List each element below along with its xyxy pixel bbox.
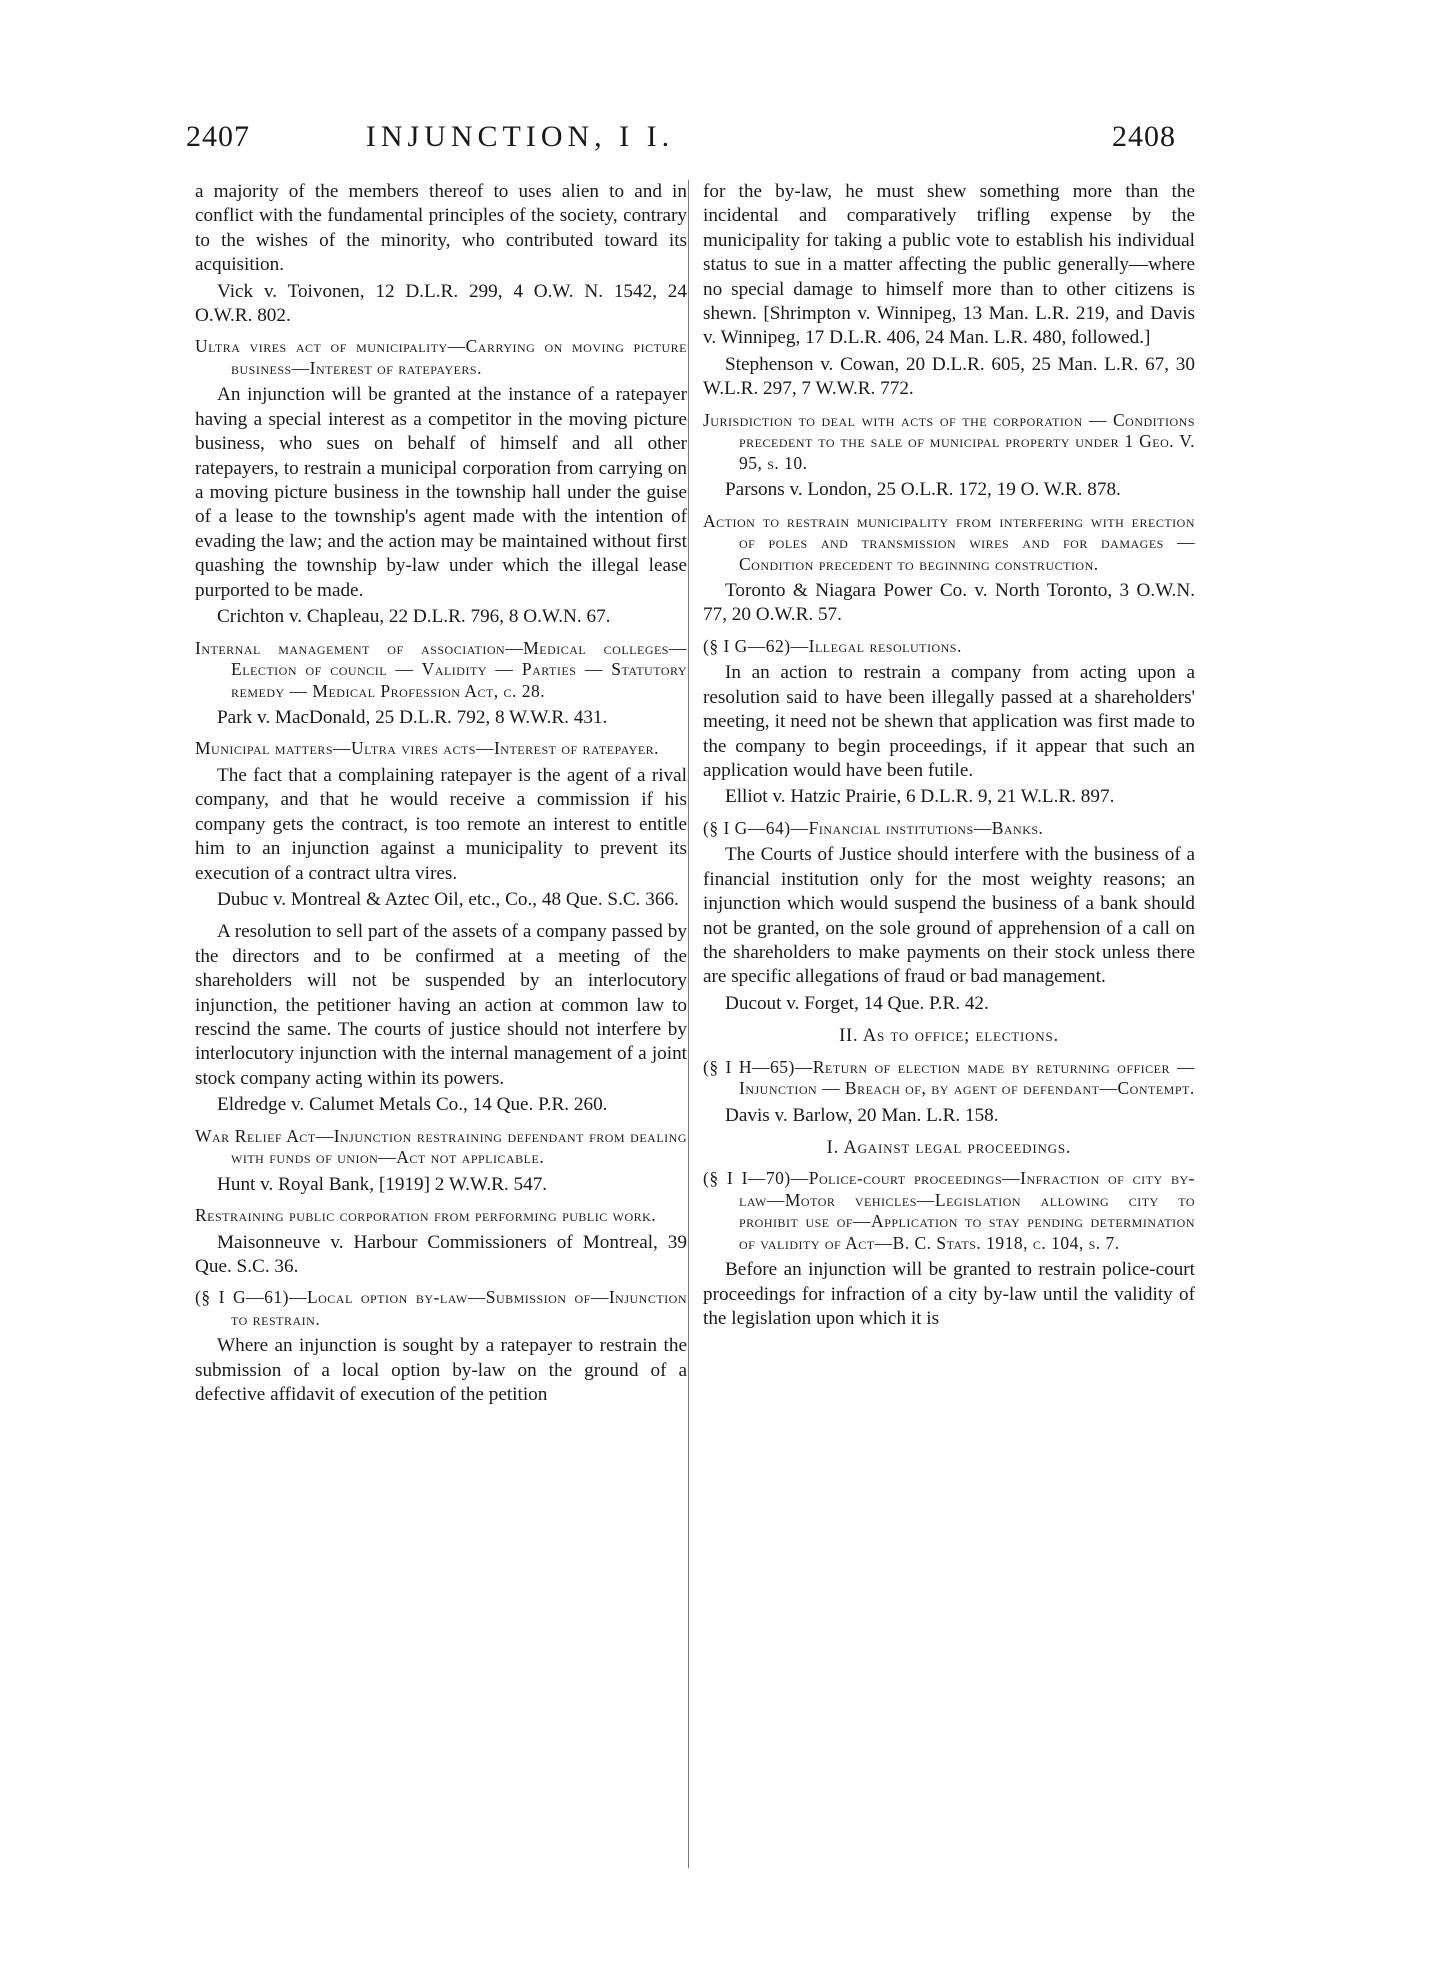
case-citation: Elliot v. Hatzic Prairie, 6 D.L.R. 9, 21 W.L.R. 897. <box>725 786 1115 808</box>
case-citation: Davis v. Barlow, 20 Man. L.R. 158. <box>725 1104 999 1126</box>
column-divider <box>688 180 689 1868</box>
paragraph: An injunction will be granted at the instance of a ratepayer having a special interest as a competitor in the moving picture business, who sues on behalf of himself and all other ratepayers, to restrain a municipal corporation from carrying on a moving picture business in the township hall under the guise of a lease to the township's agent made with the intention of evading the law; and the action may be maintained without first quashing the township by-law under which the illegal lease purported to be made. <box>195 384 687 601</box>
case-citation: Hunt v. Royal Bank, [1919] 2 W.W.R. 547. <box>217 1173 548 1195</box>
topic-heading: (§ I G—62)—Illegal resolutions. <box>703 635 962 656</box>
right-page-number: 2408 <box>1112 120 1176 153</box>
case-citation: Park v. MacDonald, 25 D.L.R. 792, 8 W.W.R. 431. <box>217 707 608 728</box>
case-citation: Crichton v. Chapleau, 22 D.L.R. 796, 8 O.W.N. 67. <box>217 606 611 628</box>
case-citation: Ducout v. Forget, 14 Que. P.R. 42. <box>725 992 989 1014</box>
left-page-number: 2407 <box>186 120 250 153</box>
case-citation: Dubuc v. Montreal & Aztec Oil, etc., Co., 48 Que. S.C. 366. <box>217 888 679 910</box>
topic-heading: Ultra vires act of municipality—Carrying on moving picture business—Interest of ratepayers. <box>195 336 687 378</box>
topic-heading: (§ I I—70)—Police-court proceedings—Infraction of city by-law—Motor vehicles—Legislation allowing city to prohibit use of—Application to stay pending determination of validity of Act—B. C. Stats. 1918, c. 104, s. 7. <box>703 1168 1195 1253</box>
case-citation: Parsons v. London, 25 O.L.R. 172, 19 O. W.R. 878. <box>725 479 1121 501</box>
paragraph: for the by-law, he must shew something more than the incidental and comparatively trifling expense by the municipality for taking a public vote to establish his individual status to sue in a matter affecting the public generally—where no special damage to himself more than to other citizens is shewn. [Shrimpton v. Winnipeg, 13 Man. L.R. 219, and Davis v. Winnipeg, 17 D.L.R. 406, 24 Man. L.R. 480, followed.] <box>703 181 1195 349</box>
paragraph: A resolution to sell part of the assets of a company passed by the directors and to be confirmed at a meeting of the shareholders will not be suspended by an interlocutory injunction, the petitioner having an action at common law to rescind the same. The courts of justice should not interfere by interlocutory injunction with the internal management of a joint stock company acting within its powers. <box>195 921 687 1089</box>
topic-heading: (§ I G—61)—Local option by-law—Submission of—Injunction to restrain. <box>195 1287 687 1329</box>
case-citation: Toronto & Niagara Power Co. v. North Toronto, 3 O.W.N. 77, 20 O.W.R. 57. <box>703 580 1195 626</box>
left-column <box>195 180 687 1410</box>
section-heading: II. As to office; elections. <box>839 1026 1059 1047</box>
topic-heading: Internal management of association—Medical colleges—Election of council — Validity — Parties — Statutory remedy — Medical Profession Act, c. 28. <box>195 637 687 701</box>
topic-heading: War Relief Act—Injunction restraining defendant from dealing with funds of union—Act not applicable. <box>195 1125 687 1168</box>
paragraph: In an action to restrain a company from acting upon a resolution said to have been illegally passed at a shareholders' meeting, it need not be shewn that application was first made to the company to begin proceedings, if it appear that such an application would have been futile. <box>703 662 1195 781</box>
section-heading: I. Against legal proceedings. <box>826 1137 1072 1158</box>
case-citation: Eldredge v. Calumet Metals Co., 14 Que. P.R. 260. <box>217 1094 608 1116</box>
paragraph: Before an injunction will be granted to restrain police-court proceedings for infraction of a city by-law until the validity of the legislation upon which it is <box>703 1259 1195 1330</box>
topic-heading: Action to restrain municipality from interfering with erection of poles and transmission wires and for damages — Condition precedent to beginning construction. <box>703 510 1195 574</box>
topic-heading: Jurisdiction to deal with acts of the corporation — Conditions precedent to the sale of municipal property under 1 Geo. V. 95, s. 10. <box>703 409 1195 473</box>
paragraph: a majority of the members thereof to uses alien to and in conflict with the fundamental principles of the society, contrary to the wishes of the minority, who contributed toward its acquisition. <box>195 181 687 276</box>
case-citation: Stephenson v. Cowan, 20 D.L.R. 605, 25 Man. L.R. 67, 30 W.L.R. 297, 7 W.W.R. 772. <box>703 353 1195 400</box>
paragraph: Where an injunction is sought by a ratepayer to restrain the submission of a local option by-law on the ground of a defective affidavit of execution of the petition <box>195 1335 687 1406</box>
topic-heading: Restraining public corporation from performing public work. <box>195 1205 657 1225</box>
case-citation: Maisonneuve v. Harbour Commissioners of Montreal, 39 Que. S.C. 36. <box>195 1231 687 1277</box>
topic-heading: (§ I G—64)—Financial institutions—Banks. <box>703 817 1044 838</box>
running-title: INJUNCTION, I I. <box>365 120 675 153</box>
right-column <box>703 180 1195 1334</box>
paragraph: The Courts of Justice should interfere with the business of a financial institution only for the most weighty reasons; an injunction which would suspend the business of a bank should not be granted, on the sole ground of apprehension of a call on the shareholders to make payments on their stock unless there are specific allegations of fraud or bad management. <box>703 844 1195 988</box>
topic-heading: Municipal matters—Ultra vires acts—Interest of ratepayer. <box>195 738 660 759</box>
case-citation: Vick v. Toivonen, 12 D.L.R. 299, 4 O.W. N. 1542, 24 O.W.R. 802. <box>195 280 687 327</box>
paragraph: The fact that a complaining ratepayer is the agent of a rival company, and that he would receive a commission if his company gets the contract, is too remote an interest to entitle him to an injunction against a municipality to prevent its execution of a contract ultra vires. <box>195 764 687 884</box>
topic-heading: (§ I H—65)—Return of election made by returning officer — Injunction — Breach of, by agent of defendant—Contempt. <box>703 1056 1195 1099</box>
